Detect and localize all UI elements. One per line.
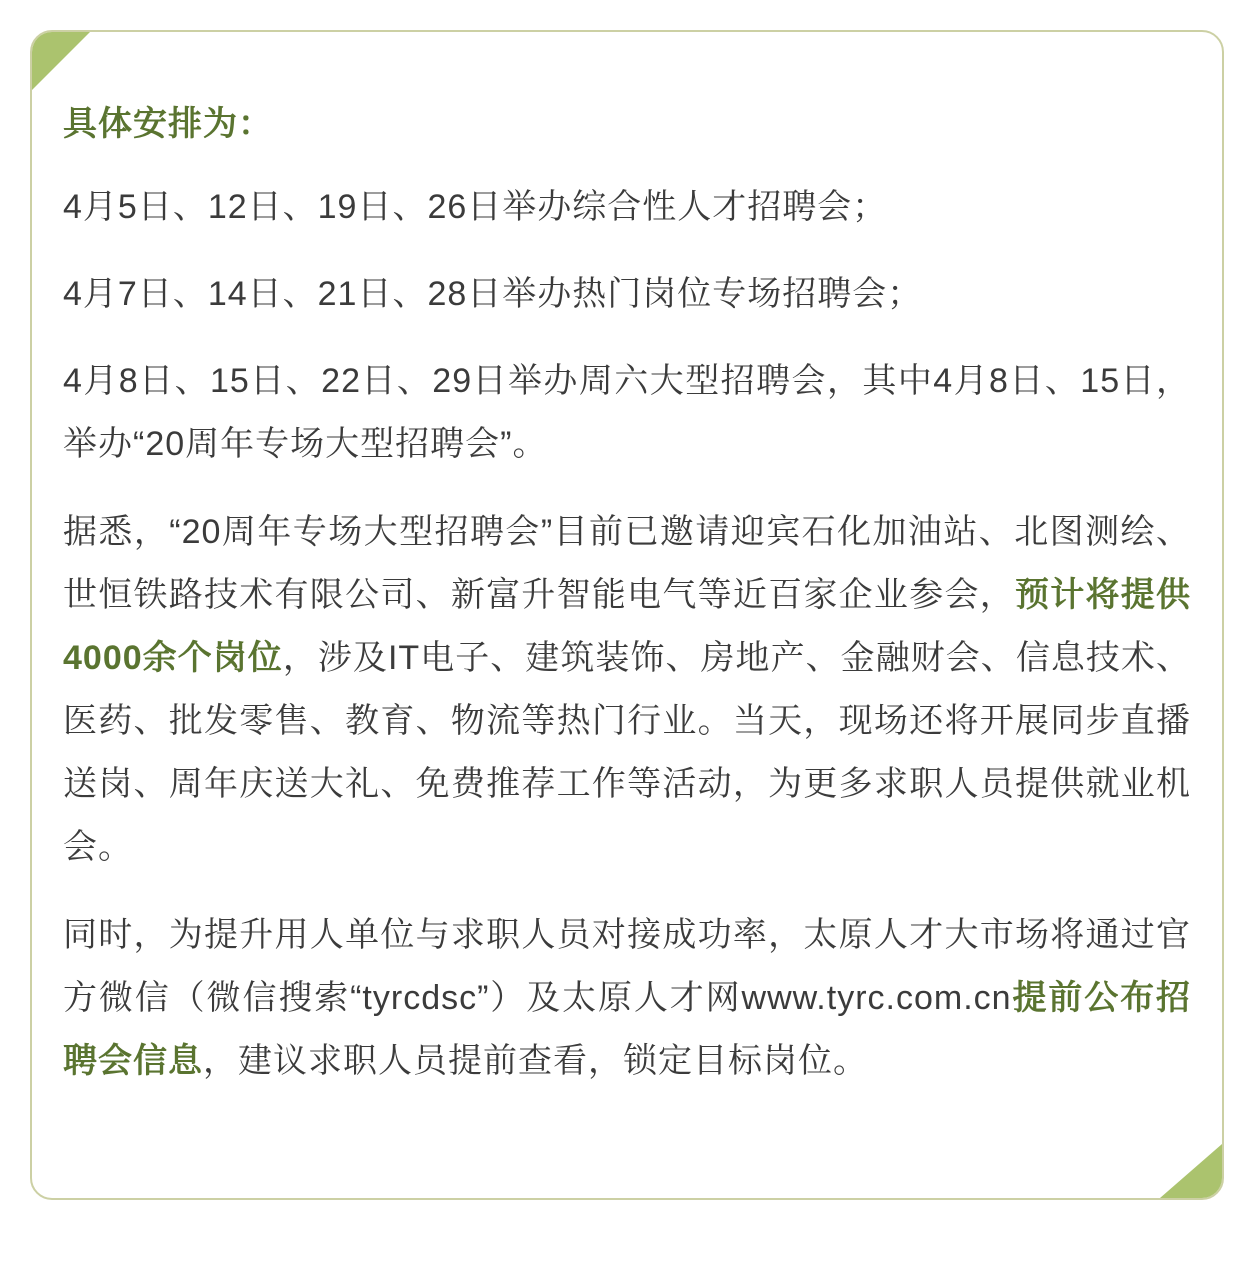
detail-paragraph [63,501,1191,879]
notice-text-tail: ，建议求职人员提前查看，锁定目标岗位。 [203,1042,868,1080]
notice-paragraph [63,904,1191,1093]
article-card [30,30,1224,1200]
detail-text-lead: 据悉，“20周年专场大型招聘会”目前已邀请迎宾石化加油站、北图测绘、世恒铁路技术有限公司、新富升智能电气等近百家企业参会， [63,513,1191,614]
schedule-item-3-text: 4月8日、15日、22日、29日举办周六大型招聘会，其中4月8日、15日，举办“20周年专场大型招聘会”。 [63,362,1191,463]
notice-text-highlight-announcement: 提前公布招聘会信息 [63,979,1192,1080]
schedule-item-3 [63,350,1191,476]
schedule-item-2-text: 4月7日、14日、21日、28日举办热门岗位专场招聘会； [63,275,923,313]
top-left-corner-accent [32,32,90,90]
schedule-item-1 [63,176,1191,239]
bottom-right-corner-accent [1160,1144,1222,1198]
schedule-item-1-text: 4月5日、12日、19日、26日举办综合性人才招聘会； [63,188,888,226]
detail-text-highlight-jobs-count: 预计将提供4000余个岗位 [63,576,1192,677]
section-heading: 具体安排为： [63,105,273,143]
detail-text-tail: ，涉及IT电子、建筑装饰、房地产、金融财会、信息技术、医药、批发零售、教育、物流等热门行业。当天，现场还将开展同步直播送岗、周年庆送大礼、免费推荐工作等活动，为更多求职人员提供就业机会。 [63,639,1191,866]
notice-text-lead: 同时，为提升用人单位与求职人员对接成功率，太原人才大市场将通过官方微信（微信搜索“tyrcdsc”）及太原人才网www.tyrc.com.cn [63,916,1191,1017]
schedule-item-2 [63,263,1191,326]
